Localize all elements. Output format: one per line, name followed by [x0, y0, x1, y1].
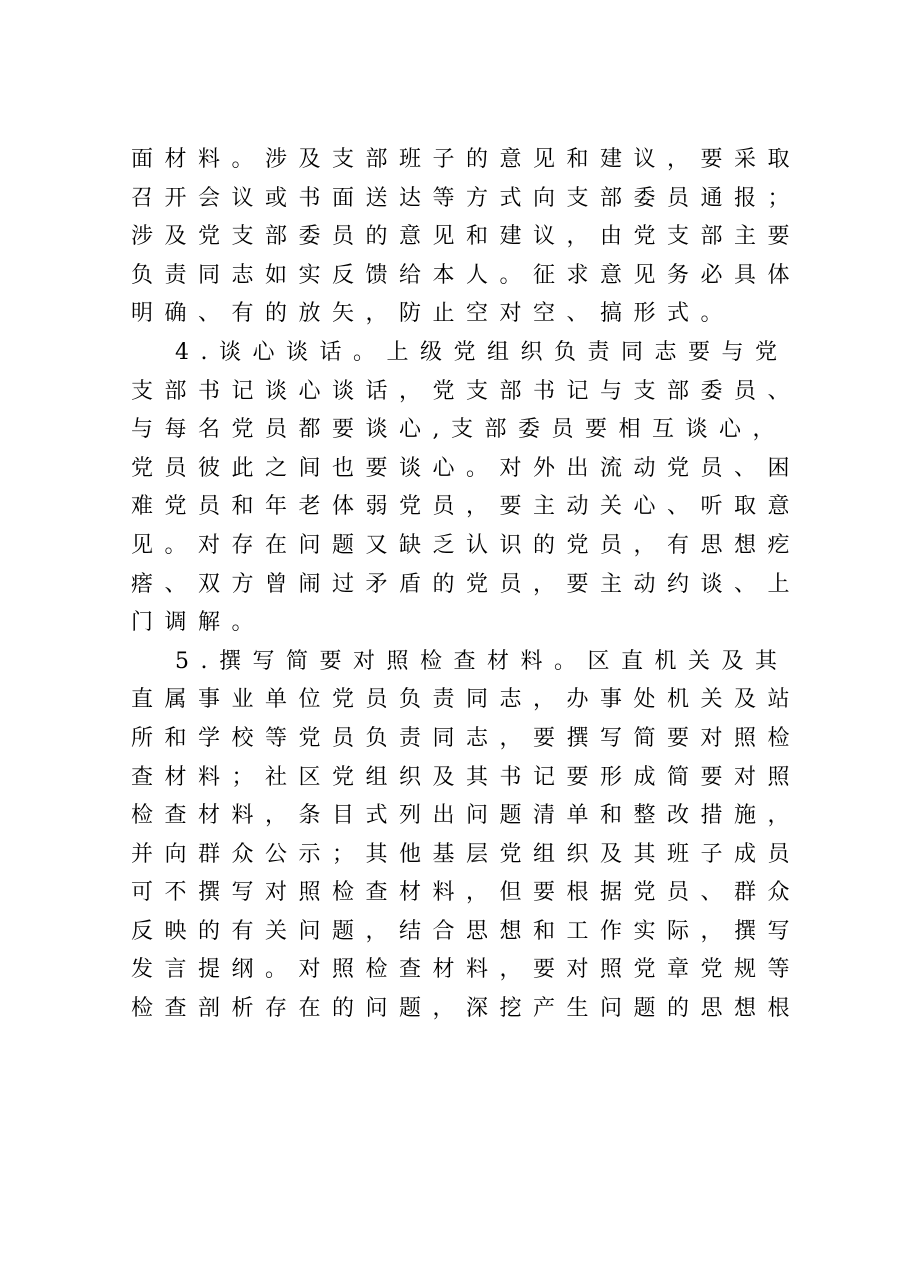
- text-line: 查材料；社区党组织及其书记要形成简要对照: [131, 764, 802, 790]
- text-line: 明确、有的放矢，防止空对空、搞形式。: [131, 301, 735, 327]
- text-line: 反映的有关问题，结合思想和工作实际，撰写: [131, 918, 802, 944]
- text-line: 党员彼此之间也要谈心。对外出流动党员、困: [131, 455, 802, 481]
- text-line: 面材料。涉及支部班子的意见和建议，要采取: [131, 147, 802, 172]
- text-line: 难党员和年老体弱党员，要主动关心、听取意: [131, 494, 802, 520]
- text-line: 支部书记谈心谈话，党支部书记与支部委员、: [131, 378, 802, 404]
- text-line: 发言提纲。对照检查材料，要对照党章党规等: [131, 957, 802, 983]
- text-line: 召开会议或书面送达等方式向支部委员通报；: [131, 185, 802, 211]
- text-line: 所和学校等党员负责同志，要撰写简要对照检: [131, 725, 802, 751]
- text-line: 涉及党支部委员的意见和建议，由党支部主要: [131, 224, 802, 250]
- text-line: 5.撰写简要对照检查材料。区直机关及其: [175, 648, 789, 674]
- text-line: 检查材料，条目式列出问题清单和整改措施，: [131, 803, 802, 829]
- text-line: 检查剖析存在的问题，深挖产生问题的思想根: [131, 996, 802, 1022]
- text-line: 瘩、双方曾闹过矛盾的党员，要主动约谈、上: [131, 571, 802, 597]
- text-line: 负责同志如实反馈给本人。征求意见务必具体: [131, 262, 802, 288]
- document-body: [131, 141, 802, 1029]
- text-line: 见。对存在问题又缺乏认识的党员，有思想疙: [131, 532, 802, 558]
- text-line: 直属事业单位党员负责同志，办事处机关及站: [131, 687, 802, 713]
- text-line: 4.谈心谈话。上级党组织负责同志要与党: [175, 339, 789, 365]
- text-line: 门调解。: [131, 610, 266, 636]
- text-line: 可不撰写对照检查材料，但要根据党员、群众: [131, 880, 802, 906]
- text-line: 与每名党员都要谈心,支部委员要相互谈心，: [131, 417, 786, 443]
- text-line: 并向群众公示；其他基层党组织及其班子成员: [131, 841, 802, 867]
